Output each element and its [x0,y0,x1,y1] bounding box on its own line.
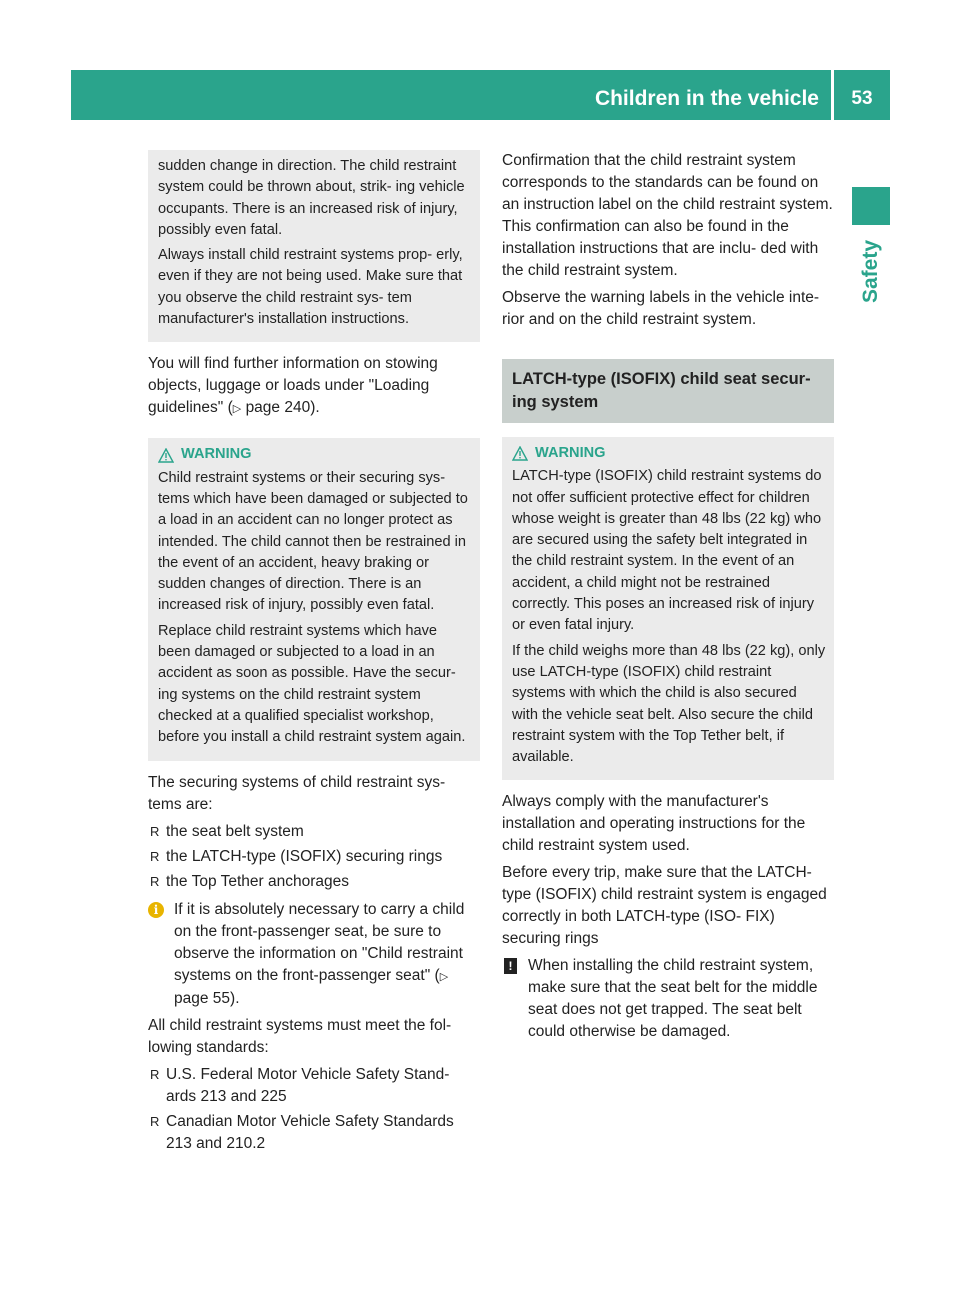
warning-paragraph: Child restraint systems or their securing sys- tems which have been damaged or subjected to a load in an accident can no longer protect as intended. The child cannot then be restrained in the event of an accident, heavy braking or sudden changes of direction. There is an increased risk of injury, possibly even fatal. [158,469,468,614]
paragraph-stowing [148,353,480,420]
warning-box-continued [148,150,480,342]
list-item-text: Canadian Motor Vehicle Safety Standards 213 and 210.2 [166,1112,454,1152]
warning-header [512,443,826,464]
list-item-text: the seat belt system [166,822,304,840]
bullet-icon: R [150,1113,160,1129]
paragraph-securing: The securing systems of child restraint sys- tems are: [148,773,446,813]
bullet-icon: R [150,1066,160,1082]
warning-box [502,437,834,780]
side-tab-marker [852,187,890,225]
note-text: When installing the child restraint system, make sure that the seat belt for the middle seat does not get trapped. The seat belt could otherwise be damaged. [528,957,818,1041]
header-bar [71,70,890,120]
warning-paragraph: If the child weighs more than 48 lbs (22 kg), only use LATCH-type (ISOFIX) child restraint systems with which the child is also secured with the vehicle seat belt. Also secure the child restraint system with the Top Tether belt, if available. [512,642,826,766]
list-item [148,821,480,843]
info-note [148,899,480,1010]
paragraph-text: You will find further information on stowing objects, luggage or loads under "Loading guidelines" ( [148,355,438,417]
list-item-text: U.S. Federal Motor Vehicle Safety Stand- ards 213 and 225 [166,1065,450,1105]
paragraph-before-trip: Before every trip, make sure that the LATCH- type (ISOFIX) child restraint system is engaged correctly in both LATCH-type (ISO- FIX) securing rings [502,864,827,948]
warning-box [148,438,480,760]
paragraph-comply: Always comply with the manufacturer's installation and operating instructions for the child restraint system used. [502,793,806,855]
bullet-list-standards [148,1064,480,1155]
right-column [502,150,834,1048]
page-ref-arrow-icon: ▷ [439,970,449,983]
list-item [148,1064,480,1108]
section-heading: LATCH-type (ISOFIX) child seat secur- ing system [502,359,834,423]
paragraph-confirmation: Confirmation that the child restraint system corresponds to the standards can be found on an instruction label on the child restraint system. This confirmation can also be found in the installation instructions that are inclu- ded with the child restraint system. [502,152,833,279]
paragraph-standards: All child restraint systems must meet the fol- lowing standards: [148,1016,452,1056]
list-item-text: the Top Tether anchorages [166,872,349,890]
warning-triangle-icon [158,448,174,463]
list-item [148,846,480,868]
warning-triangle-icon [512,446,528,461]
warning-title: WARNING [181,446,252,463]
bullet-icon: R [150,848,160,864]
warning-paragraph: Replace child restraint systems which have been damaged or subjected to a load in an accident as soon as possible. Have the secur- ing systems on the child restraint system checked at a qualified specialist workshop, before you install a child restraint system again. [158,622,466,746]
warning-paragraph: LATCH-type (ISOFIX) child restraint systems do not offer sufficient protective effect for children whose weight is greater than 48 lbs (22 kg) who are secured using the safety belt integrated in the child restraint system. In the event of an accident, a child might not be restrained correctly. This poses an increased risk of injury or even fatal injury. [512,468,822,634]
box-paragraph: Always install child restraint systems prop- erly, even if they are not being used. Make sure that you observe the child restraint sys- tem manufacturer's installation instructions. [158,247,463,328]
page-title: Children in the vehicle [594,87,819,110]
bullet-icon: R [150,823,160,839]
bullet-list-securing [148,821,480,893]
list-item [148,871,480,893]
exclamation-icon: ! [504,958,517,974]
warning-title: WARNING [535,445,606,461]
caution-note [502,955,834,1043]
left-column [148,150,480,1161]
paragraph-observe: Observe the warning labels in the vehicle inte- rior and on the child restraint system. [502,289,820,328]
page-reference-link[interactable]: page 55). [174,989,240,1007]
box-paragraph: sudden change in direction. The child restraint system could be thrown about, strik- ing vehicle occupants. There is an increased risk of injury, possibly even fatal. [158,158,465,238]
page-number: 53 [851,88,873,109]
warning-header [158,444,472,465]
page-reference-link[interactable]: page 240). [245,399,320,417]
list-item-text: the LATCH-type (ISOFIX) securing rings [166,847,443,865]
list-item [148,1111,480,1155]
note-text: If it is absolutely necessary to carry a child on the front-passenger seat, be sure to observe the information on "Child restraint systems on the front-passenger seat" ( [174,900,465,984]
info-icon: i [148,902,164,918]
page-ref-arrow-icon: ▷ [232,403,242,416]
bullet-icon: R [150,873,160,889]
side-tab-label: Safety [859,240,882,304]
